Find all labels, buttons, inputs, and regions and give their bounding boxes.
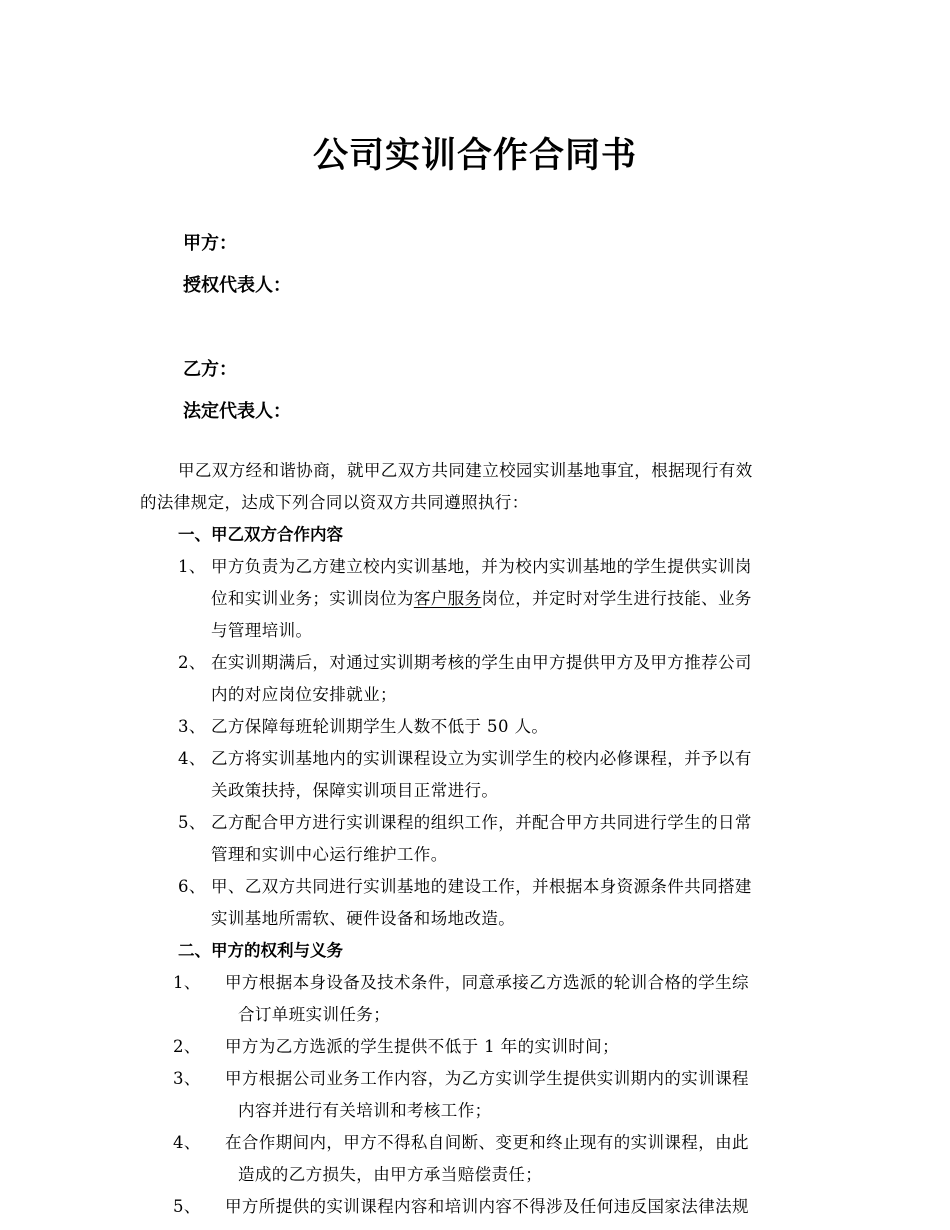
item-number: 3、 [178, 717, 206, 736]
item-line: 内容并进行有关培训和考核工作； [238, 1101, 492, 1120]
section-2-heading: 二、甲方的权利与义务 [178, 941, 343, 960]
item-line-part: 岗位，并定时对学生进行技能、业务 [481, 589, 752, 608]
item-text [211, 871, 811, 935]
underlined-text: 客户服务 [413, 589, 482, 608]
item-text [225, 967, 815, 1031]
item-line: 甲方根据公司业务工作内容，为乙方实训学生提供实训期内的实训课程 [225, 1069, 749, 1088]
intro-line: 甲乙双方经和谐协商，就甲乙双方共同建立校园实训基地事宜，根据现行有效 [178, 461, 753, 480]
item-text [225, 1063, 815, 1127]
item-line: 乙方将实训基地内的实训课程设立为实训学生的校内必修课程，并予以有 [211, 749, 752, 768]
item-line [211, 583, 811, 615]
item-line: 乙方配合甲方进行实训课程的组织工作，并配合甲方共同进行学生的日常 [211, 813, 752, 832]
item-number: 1、 [173, 973, 201, 992]
item-number: 2、 [173, 1037, 201, 1056]
item-text [225, 1191, 815, 1223]
item-line: 实训基地所需软、硬件设备和场地改造。 [211, 909, 516, 928]
section-1-heading: 一、甲乙双方合作内容 [178, 525, 343, 544]
item-number: 4、 [173, 1133, 201, 1152]
item-number: 6、 [178, 877, 206, 896]
item-line-part: 位和实训业务；实训岗位为 [211, 589, 414, 608]
item-number: 2、 [178, 653, 206, 672]
item-line: 乙方保障每班轮训期学生人数不低于 50 人。 [211, 717, 549, 736]
item-line: 与管理培训。 [211, 621, 313, 640]
party-b-rep-label: 法定代表人： [183, 401, 291, 422]
item-text [211, 711, 811, 743]
item-line: 甲方所提供的实训课程内容和培训内容不得涉及任何违反国家法律法规 [225, 1197, 749, 1216]
item-line: 甲、乙双方共同进行实训基地的建设工作，并根据本身资源条件共同搭建 [211, 877, 752, 896]
item-text [225, 1031, 815, 1063]
item-number: 1、 [178, 557, 206, 576]
item-number: 3、 [173, 1069, 201, 1088]
item-number: 4、 [178, 749, 206, 768]
party-a-label: 甲方： [183, 233, 237, 254]
item-number: 5、 [173, 1197, 201, 1216]
intro-paragraph [140, 455, 820, 519]
item-number: 5、 [178, 813, 206, 832]
document-title: 公司实训合作合同书 [312, 136, 637, 176]
item-text [211, 807, 811, 871]
item-line: 合订单班实训任务； [238, 1005, 391, 1024]
item-line: 造成的乙方损失，由甲方承当赔偿责任； [238, 1165, 543, 1184]
item-text [211, 743, 811, 807]
intro-line: 的法律规定，达成下列合同以资双方共同遵照执行： [140, 493, 529, 512]
item-line: 在实训期满后，对通过实训期考核的学生由甲方提供甲方及甲方推荐公司 [211, 653, 752, 672]
item-text [211, 647, 811, 711]
item-line: 内的对应岗位安排就业； [211, 685, 397, 704]
item-line: 甲方负责为乙方建立校内实训基地，并为校内实训基地的学生提供实训岗 [211, 557, 752, 576]
party-b-label: 乙方： [183, 359, 237, 380]
item-line: 关政策扶持，保障实训项目正常进行。 [211, 781, 499, 800]
party-a-rep-label: 授权代表人： [183, 275, 291, 296]
item-text [225, 1127, 815, 1191]
item-line: 在合作期间内，甲方不得私自间断、变更和终止现有的实训课程，由此 [225, 1133, 749, 1152]
item-line: 甲方为乙方选派的学生提供不低于 1 年的实训时间； [225, 1037, 619, 1056]
item-line: 甲方根据本身设备及技术条件，同意承接乙方选派的轮训合格的学生综 [225, 973, 749, 992]
item-line: 管理和实训中心运行维护工作。 [211, 845, 448, 864]
item-text [211, 551, 811, 647]
